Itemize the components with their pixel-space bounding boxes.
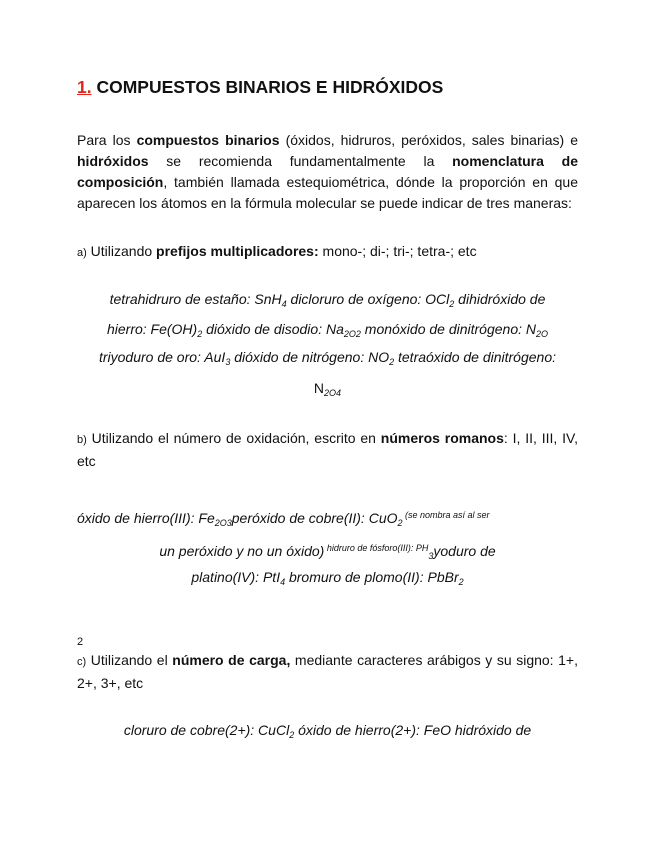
intro-paragraph: Para los compuestos binarios (óxidos, hidruros, peróxidos, sales binarias) e hidróxidos se recomienda fundamentalmente la nomenclatura de composición, también llamada estequiométrica, dónde la proporción en que aparecen los átomos en la fórmula molecular se puede indicar de tres maneras: xyxy=(77,132,579,211)
section-number: 1. xyxy=(77,77,92,97)
section-b-paragraph: b) Utilizando el número de oxidación, escrito en números romanos: I, II, III, IV, etc xyxy=(77,430,578,469)
section-a-paragraph: a) Utilizando prefijos multiplicadores: mono-; di-; tri-; tetra-; etc xyxy=(77,243,477,259)
section-heading xyxy=(77,77,443,98)
list-marker: c) xyxy=(77,656,87,668)
example-line: cloruro de cobre(2+): CuCl$_2$ óxido de hierro(2+): FeO hidróxido de xyxy=(123,722,532,740)
page-number: 2 xyxy=(77,636,84,648)
section-title: COMPUESTOS BINARIOS E HIDRÓXIDOS xyxy=(96,77,444,97)
example-line: tetrahidruro de estaño: SnH$_4$ dicloruro de oxígeno: OCl$_2$ dihidróxido de xyxy=(109,291,546,309)
example-line: hierro: $Fe(OH)_2$ dióxido de disodio: $Na_{2O2}$ monóxido de dinitrógeno: $N_{2O}$ xyxy=(106,321,549,339)
section-c-paragraph: c) Utilizando el número de carga, mediante caracteres arábigos y su signo: 1+, 2+, 3+, etc xyxy=(77,652,578,691)
example-line: $N_{2O4}$ xyxy=(313,380,342,398)
example-line: platino(IV): PtI$_4$ bromuro de plomo(II): PbBr$_2$ xyxy=(191,569,464,587)
example-line: un peróxido y no un óxido) $^{hidruro de fósforo(III): PH}_3$yoduro de xyxy=(159,543,496,561)
list-marker: a) xyxy=(77,247,87,259)
example-line: triyoduro de oro: AuI$_3$ dióxido de nitrógeno: $NO_2$ tetraóxido de dinitrógeno: xyxy=(98,349,556,367)
example-line: óxido de hierro(III): $Fe_{2O3}peróxido$ de cobre(II): CuO$_2$ $^{(se nombra así al ser}$ xyxy=(77,510,490,528)
list-marker: b) xyxy=(77,434,87,446)
